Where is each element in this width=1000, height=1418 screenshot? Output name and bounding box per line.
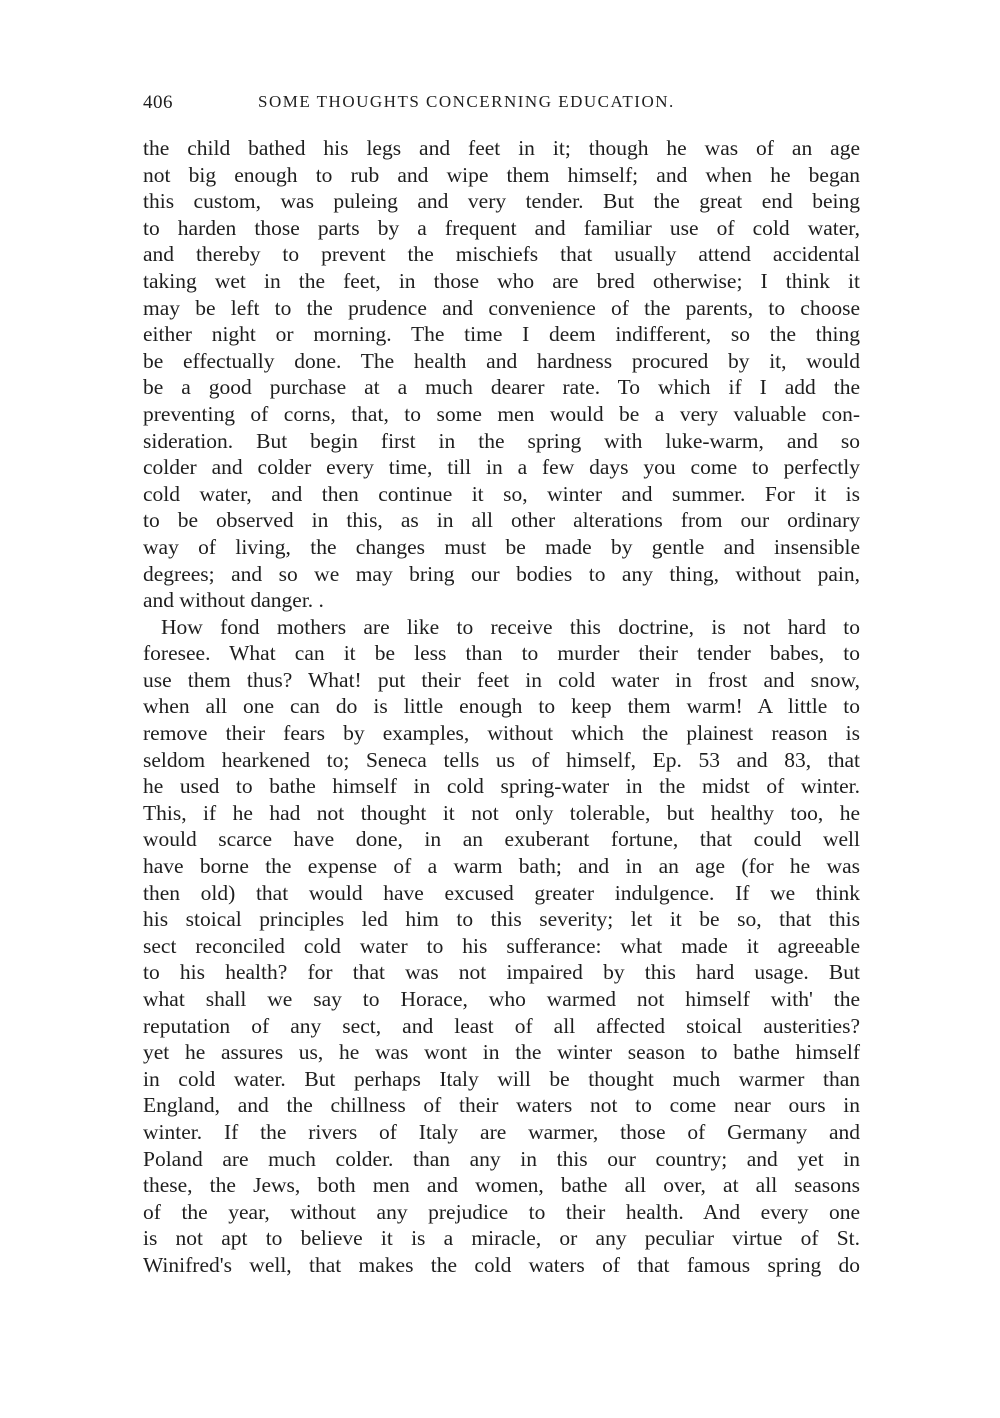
text-line: foresee. What can it be less than to murder their tender babes, to	[143, 641, 860, 666]
book-page	[143, 84, 860, 1279]
text-line: of the year, without any prejudice to their health. And every one	[143, 1199, 860, 1224]
text-line: cold water, and then continue it so, winter and summer. For it is	[143, 481, 860, 506]
text-line: he used to bathe himself in cold spring-water in the midst of winter.	[143, 774, 860, 799]
text-line: would scarce have done, in an exuberant fortune, that could well	[143, 827, 860, 852]
text-line: Poland are much colder. than any in this our country; and yet in	[143, 1146, 860, 1171]
page-number: 406	[143, 92, 173, 113]
running-head	[143, 84, 860, 118]
text-line: How fond mothers are like to receive this doctrine, is not hard to	[161, 614, 860, 639]
text-line: have borne the expense of a warm bath; and in an age (for he was	[143, 854, 860, 879]
text-line: use them thus? What! put their feet in cold water in frost and snow,	[143, 667, 860, 692]
body-text	[143, 135, 860, 1279]
text-line: not big enough to rub and wipe them himself; and when he began	[143, 162, 860, 187]
text-line: sideration. But begin first in the spring with luke-warm, and so	[143, 428, 860, 453]
text-line: these, the Jews, both men and women, bathe all over, at all seasons	[143, 1173, 860, 1198]
text-line: taking wet in the feet, in those who are bred otherwise; I think it	[143, 268, 860, 293]
text-line: yet he assures us, he was wont in the winter season to bathe himself	[143, 1040, 860, 1065]
text-line: Winifred's well, that makes the cold waters of that famous spring do	[143, 1252, 860, 1277]
text-line: sect reconciled cold water to his sufferance: what made it agreeable	[143, 933, 860, 958]
text-line: to his health? for that was not impaired by this hard usage. But	[143, 960, 860, 985]
text-line: to be observed in this, as in all other alterations from our ordinary	[143, 508, 860, 533]
text-line: way of living, the changes must be made by gentle and insensible	[143, 534, 860, 559]
text-line: in cold water. But perhaps Italy will be thought much warmer than	[143, 1066, 860, 1091]
text-line: degrees; and so we may bring our bodies to any thing, without pain,	[143, 561, 860, 586]
text-line: and without danger. .	[143, 588, 324, 613]
text-line: his stoical principles led him to this severity; let it be so, that this	[143, 907, 860, 932]
text-line: this custom, was puleing and very tender. But the great end being	[143, 189, 860, 214]
paragraph	[143, 135, 860, 614]
text-line: and thereby to prevent the mischiefs that usually attend accidental	[143, 242, 860, 267]
text-line: then old) that would have excused greater indulgence. If we think	[143, 880, 860, 905]
text-line: This, if he had not thought it not only tolerable, but healthy too, he	[143, 800, 860, 825]
text-line: seldom hearkened to; Seneca tells us of himself, Ep. 53 and 83, that	[143, 747, 860, 772]
text-line: winter. If the rivers of Italy are warmer, those of Germany and	[143, 1119, 860, 1144]
text-line: is not apt to believe it is a miracle, or any peculiar virtue of St.	[143, 1226, 860, 1251]
paragraph	[143, 614, 860, 1279]
text-line: colder and colder every time, till in a few days you come to perfectly	[143, 455, 860, 480]
text-line: when all one can do is little enough to keep them warm! A little to	[143, 694, 860, 719]
text-line: to harden those parts by a frequent and familiar use of cold water,	[143, 215, 860, 240]
text-line: what shall we say to Horace, who warmed not himself with' the	[143, 987, 860, 1011]
text-line: remove their fears by examples, without which the plainest reason is	[143, 721, 860, 746]
text-line: be a good purchase at a much dearer rate. To which if I add the	[143, 375, 860, 400]
text-line: be effectually done. The health and hardness procured by it, would	[143, 348, 860, 373]
text-line: either night or morning. The time I deem indifferent, so the thing	[143, 322, 860, 347]
text-line: may be left to the prudence and convenience of the parents, to choose	[143, 295, 860, 320]
text-line: England, and the chillness of their waters not to come near ours in	[143, 1093, 860, 1118]
text-line: reputation of any sect, and least of all affected stoical austerities?	[143, 1013, 860, 1038]
text-line: preventing of corns, that, to some men would be a very valuable con-	[143, 401, 860, 426]
text-line: the child bathed his legs and feet in it; though he was of an age	[143, 136, 860, 160]
running-title: SOME THOUGHTS CONCERNING EDUCATION.	[258, 92, 675, 111]
